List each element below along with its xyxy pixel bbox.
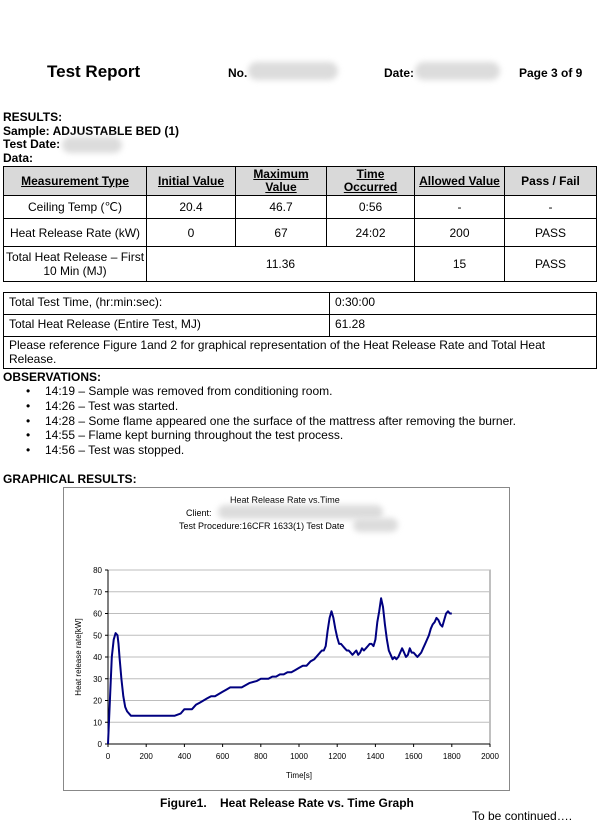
cell-allowed: 200 — [415, 219, 505, 247]
cell-initial: 20.4 — [147, 196, 236, 219]
list-item: • 14:56 – Test was stopped. — [26, 443, 516, 458]
cell-measurement: Ceiling Temp (℃) — [4, 196, 147, 219]
test-date-label: Test Date: — [3, 137, 61, 151]
chart-procedure-label: Test Procedure:16CFR 1633(1) Test Date — [179, 521, 345, 531]
col-time-occurred: Time Occurred — [327, 167, 415, 196]
x-tick-label: 600 — [215, 752, 230, 761]
cell-allowed: 15 — [415, 247, 505, 282]
list-item: • 14:55 – Flame kept burning throughout the test process. — [26, 428, 516, 443]
chart-client-label: Client: — [186, 508, 212, 518]
report-title: Test Report — [47, 62, 141, 81]
list-item: • 14:28 – Some flame appeared one the surface of the mattress after removing the burner. — [26, 414, 516, 429]
summary-row — [4, 337, 597, 369]
table-row — [4, 219, 597, 247]
graphical-results-heading: GRAPHICAL RESULTS: — [3, 472, 137, 486]
cell-pass-fail: - — [505, 196, 597, 219]
results-heading: RESULTS: — [3, 110, 63, 124]
total-test-time-value: 0:30:00 — [330, 293, 597, 315]
y-tick-label: 80 — [93, 566, 102, 575]
cell-time: 0:56 — [327, 196, 415, 219]
x-tick-label: 1600 — [404, 752, 423, 761]
chart-title: Heat Release Rate vs.Time — [230, 495, 340, 505]
col-measurement-type: Measurement Type — [4, 167, 147, 196]
y-tick-label: 30 — [93, 674, 102, 684]
figure-reference-note: Please reference Figure 1and 2 for graphical representation of the Heat Release Rate and Total Heat Release. — [4, 337, 597, 369]
x-tick-label: 1400 — [366, 752, 385, 761]
cell-allowed: - — [415, 196, 505, 219]
table-row — [4, 196, 597, 219]
continued-note: To be continued…. — [472, 809, 573, 823]
cell-maximum: 46.7 — [236, 196, 327, 219]
y-tick-label: 20 — [93, 696, 102, 706]
figure-caption: Figure1. Heat Release Rate vs. Time Graph — [160, 796, 414, 810]
table-row — [4, 247, 597, 282]
summary-table — [3, 292, 597, 369]
y-axis-label: Heat release rate[kW] — [74, 618, 83, 696]
x-axis-label: Time[s] — [286, 771, 312, 780]
x-tick-label: 1800 — [442, 752, 461, 761]
cell-pass-fail: PASS — [505, 219, 597, 247]
observations-list — [26, 384, 516, 458]
y-tick-label: 50 — [93, 631, 102, 641]
redacted-test-date — [62, 137, 122, 153]
col-initial-value: Initial Value — [147, 167, 236, 196]
x-tick-label: 1200 — [328, 752, 347, 761]
x-tick-label: 800 — [254, 752, 268, 761]
col-allowed-value: Allowed Value — [415, 167, 505, 196]
col-pass-fail: Pass / Fail — [505, 167, 597, 196]
summary-row — [4, 293, 597, 315]
x-tick-label: 0 — [105, 752, 111, 761]
total-heat-release-value: 61.28 — [330, 315, 597, 337]
observations-heading: OBSERVATIONS: — [3, 370, 102, 384]
cell-maximum: 67 — [236, 219, 327, 247]
x-tick-label: 400 — [177, 752, 192, 761]
cell-measurement: Heat Release Rate (kW) — [4, 219, 147, 247]
data-label: Data: — [3, 150, 34, 165]
col-maximum-value: Maximum Value — [236, 167, 327, 196]
heat-release-chart — [63, 487, 510, 791]
y-tick-label: 70 — [93, 587, 102, 597]
y-tick-label: 0 — [97, 740, 102, 749]
list-item: • 14:26 – Test was started. — [26, 399, 516, 414]
cell-value-merged: 11.36 — [147, 247, 415, 282]
sample-name: Sample: ADJUSTABLE BED (1) — [3, 123, 180, 138]
cell-measurement: Total Heat Release – First 10 Min (MJ) — [4, 247, 147, 282]
page-number: Page 3 of 9 — [519, 66, 583, 80]
y-tick-label: 10 — [93, 718, 102, 728]
x-tick-label: 200 — [139, 752, 153, 761]
redacted-report-number — [248, 62, 338, 80]
y-tick-label: 40 — [93, 653, 102, 662]
total-test-time-label: Total Test Time, (hr:min:sec): — [4, 293, 330, 315]
summary-row — [4, 315, 597, 337]
list-item: • 14:19 – Sample was removed from conditioning room. — [26, 384, 516, 399]
results-table — [3, 166, 597, 282]
cell-initial: 0 — [147, 219, 236, 247]
cell-pass-fail: PASS — [505, 247, 597, 282]
report-date-label: Date: — [384, 66, 415, 80]
x-tick-label: 2000 — [481, 752, 499, 761]
report-number-label: No. — [228, 66, 248, 80]
cell-time: 24:02 — [327, 219, 415, 247]
total-heat-release-label: Total Heat Release (Entire Test, MJ) — [4, 315, 330, 337]
x-tick-label: 1000 — [290, 752, 308, 761]
table-header-row — [4, 167, 597, 196]
y-tick-label: 60 — [93, 609, 102, 619]
redacted-report-date — [415, 62, 500, 80]
